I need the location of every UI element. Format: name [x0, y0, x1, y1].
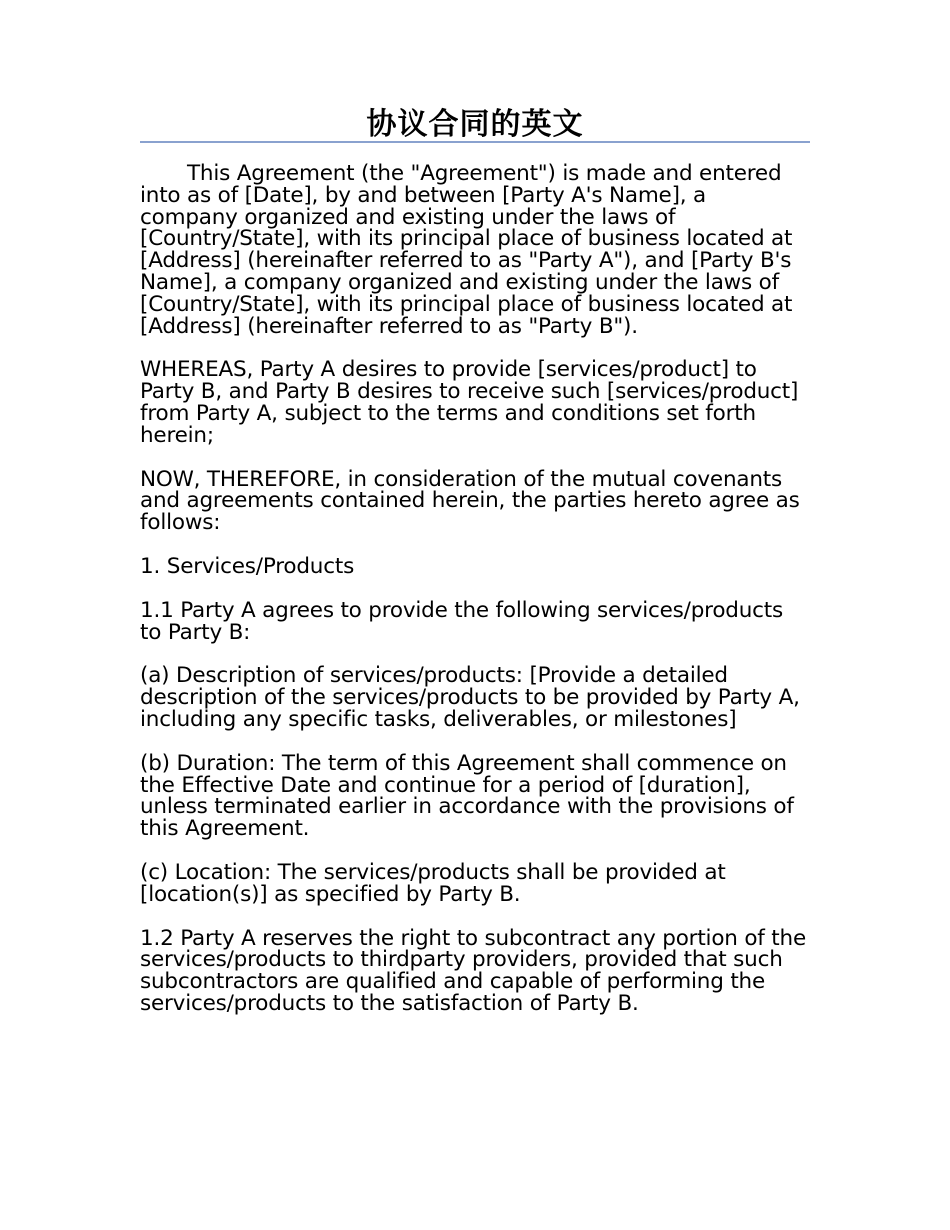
paragraph-now-therefore: NOW, THEREFORE, in consideration of the mutual covenants and agreements contained herein, the parties hereto agree as follows:	[140, 466, 800, 536]
clause-1-1-a: (a) Description of services/products: [Provide a detailed description of the services/products to be provided by Party A, including any specific tasks, deliverables, or milestones]	[140, 663, 800, 732]
clause-1-2: 1.2 Party A reserves the right to subcontract any portion of the services/products to thirdparty providers, provided that such subcontractors are qualified and capable of performing the services/products to the satisfaction of Party B.	[140, 925, 806, 1016]
section-heading-services: 1. Services/Products	[140, 553, 355, 579]
clause-1-1-b: (b) Duration: The term of this Agreement shall commence on the Effective Date and continue for a period of [duration], unless terminated earlier in accordance with the provisions of this Agreement.	[140, 750, 794, 842]
document-page	[140, 104, 810, 1037]
document-body	[140, 163, 810, 1015]
paragraph-whereas: WHEREAS, Party A desires to provide [services/product] to Party B, and Party B desires to receive such [services/product] from Party A, subject to the terms and conditions set forth herein;	[140, 357, 799, 448]
document-title: 协议合同的英文	[366, 107, 584, 142]
paragraph-preamble: This Agreement (the "Agreement") is made and entered into as of [Date], by and between [Party A's Name], a company organized and existing under the laws of [Country/State], with its principal place of business located at [Address] (hereinafter referred to as "Party A"), and [Party B's Name], a company organized and existing under the laws of [Country/State], with its principal place of business located at [Address] (hereinafter referred to as "Party B").	[140, 161, 793, 339]
title-block	[140, 104, 810, 143]
clause-1-1-c: (c) Location: The services/products shall be provided at [location(s)] as specified by Party B.	[140, 859, 726, 907]
clause-1-1: 1.1 Party A agrees to provide the following services/products to Party B:	[140, 597, 784, 645]
